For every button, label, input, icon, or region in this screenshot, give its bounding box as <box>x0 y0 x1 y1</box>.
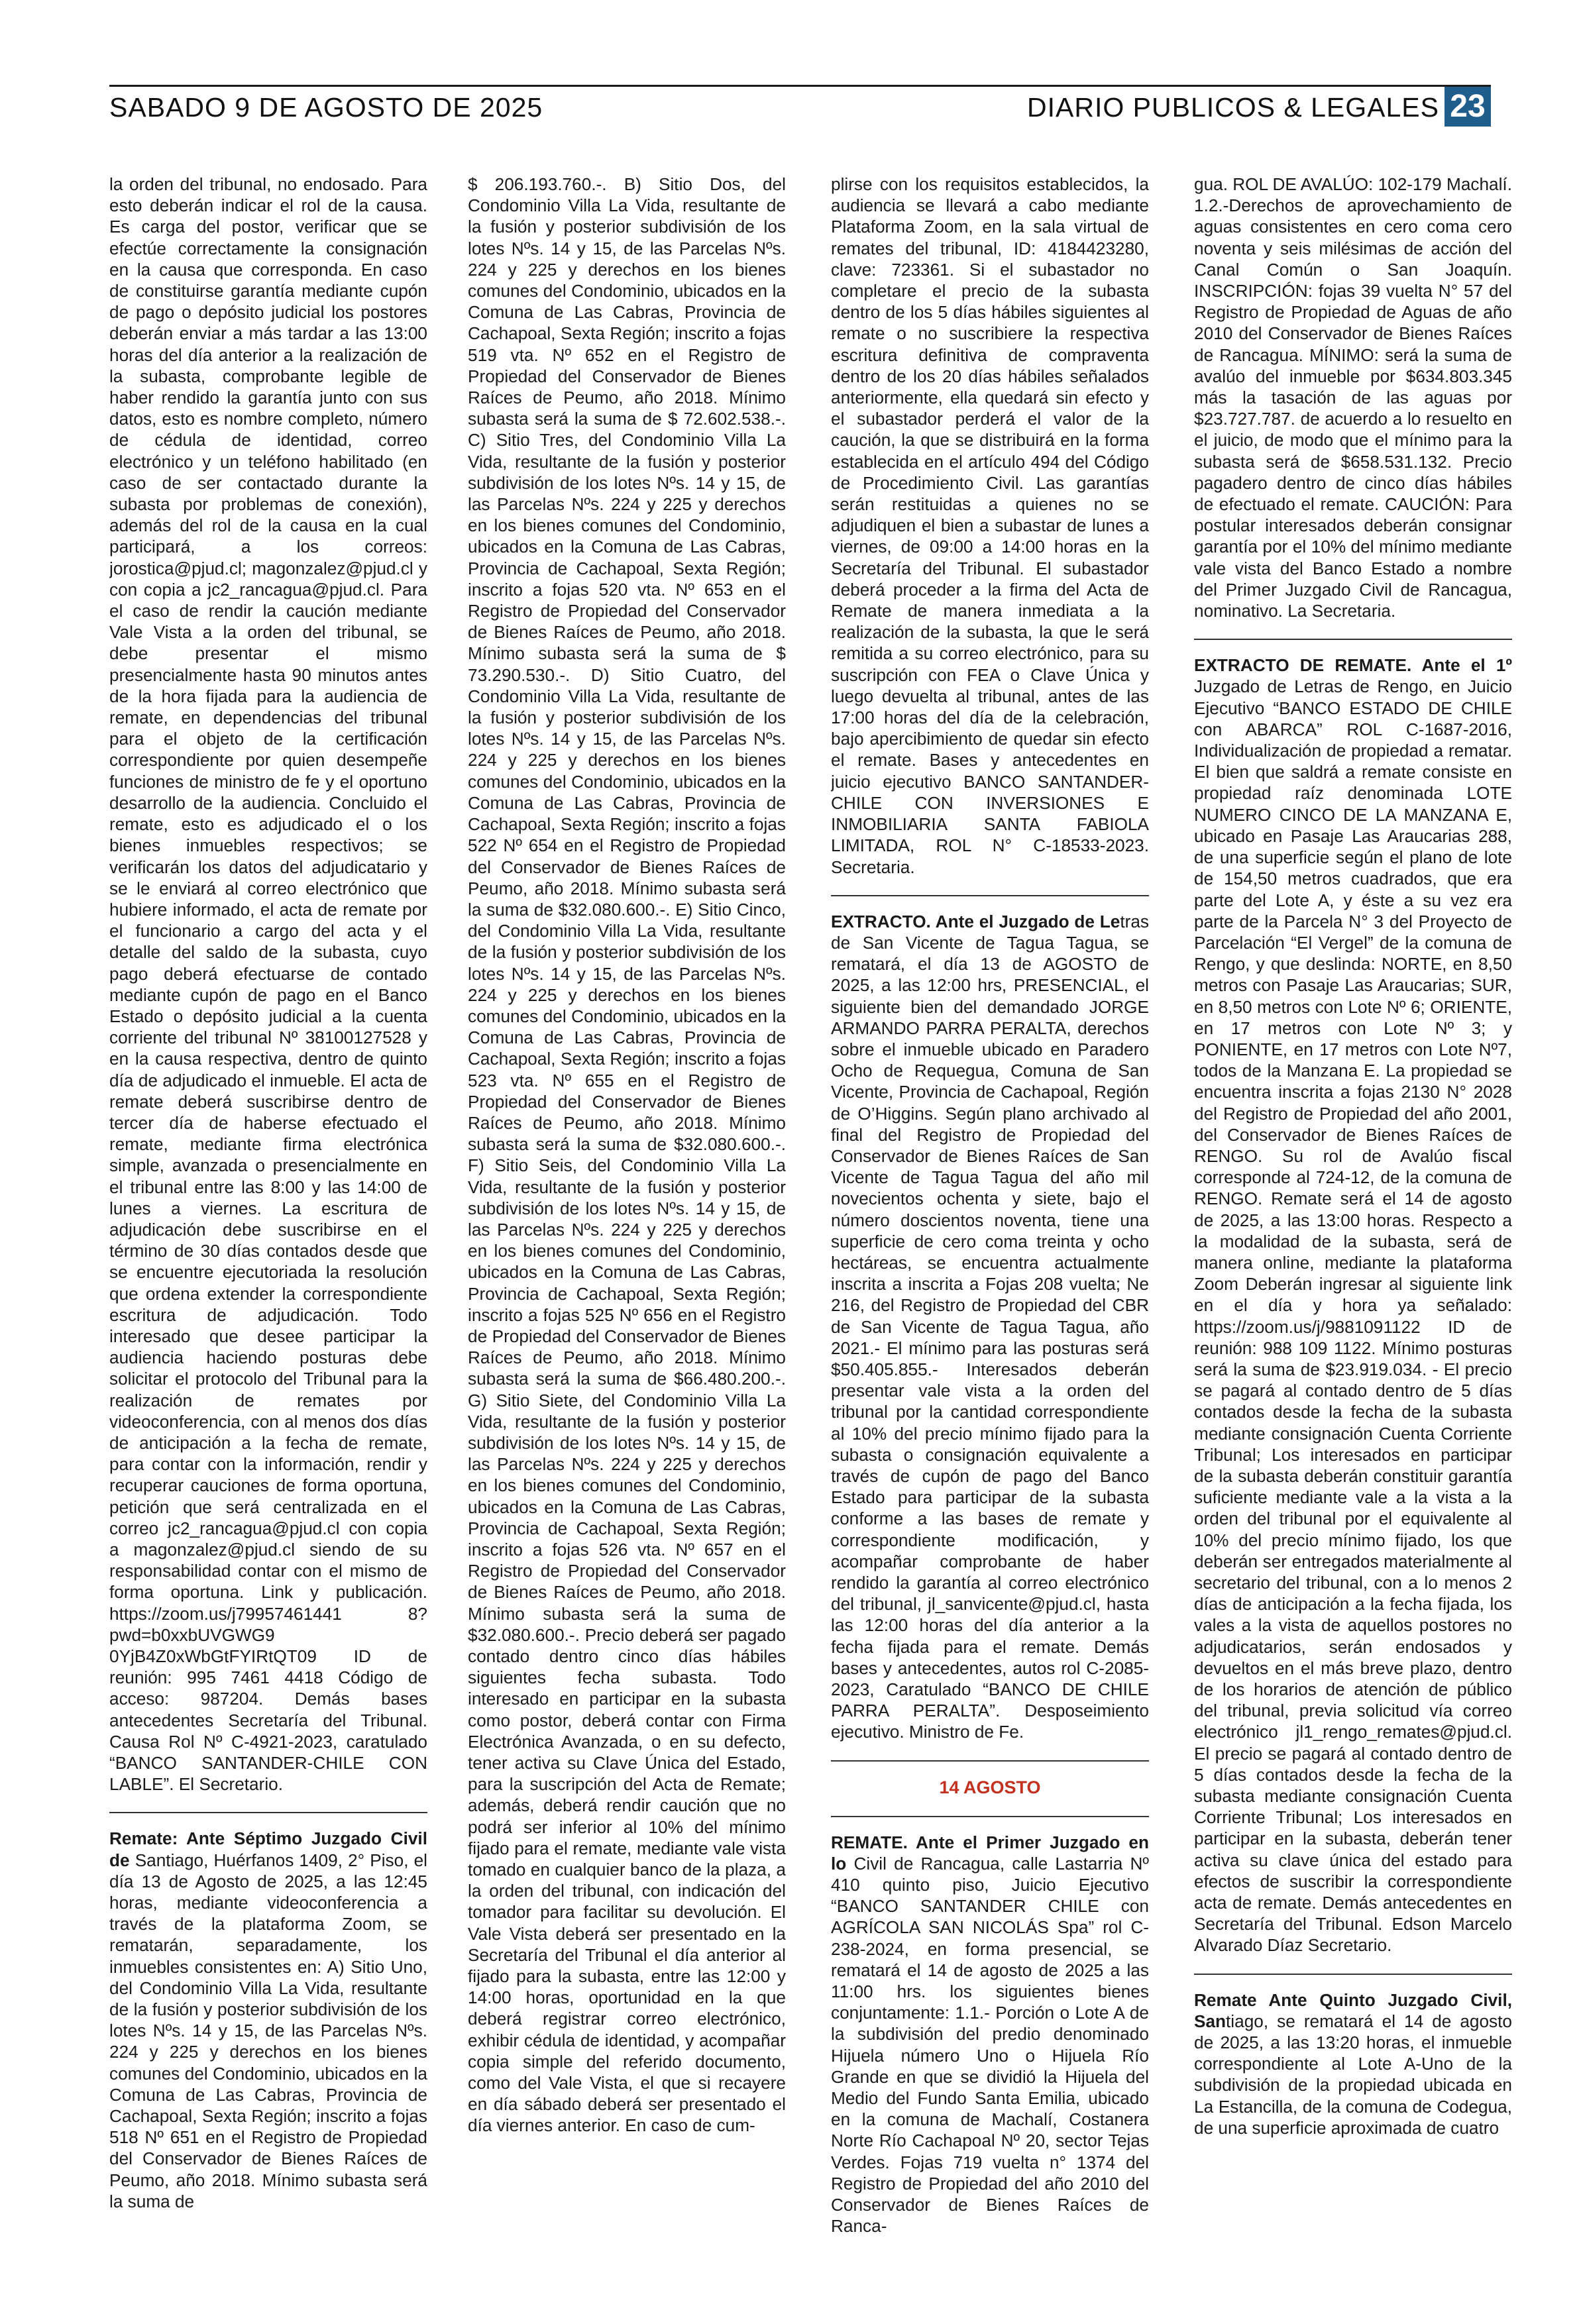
notice-text: tiago, se rematará el 14 de agosto de 2025, a las 13:20 horas, el inmueble correspondiente al Lote A-Uno de la subdivisión de la propiedad ubicada en La Estancilla, de la comuna de Codegua, de una superficie aproximada de cuatro <box>1194 2011 1512 2138</box>
notice-text: gua. ROL DE AVALÚO: 102-179 Machalí. 1.2.-Derechos de aprovechamiento de aguas consistentes en cero coma cero noventa y seis milésimas de acción del Canal Común o San Joaquín. INSCRIPCIÓN: fojas 39 vuelta N° 57 del Registro de Propiedad de Aguas de año 2010 del Conservador de Bienes Raíces de Rancagua. MÍNIMO: será la suma de avalúo del inmueble por $634.803.345 más la tasación de las aguas por $23.727.787. de acuerdo a lo resuelto en el juicio, de modo que el mínimo para la subasta será de $658.531.132. Precio pagadero dentro de cinco días hábiles de efectuado el remate. CAUCIÓN: Para postular interesados deberán consignar garantía por el 10% del mínimo mediante vale vista del Banco Estado a nombre del Primer Juzgado Civil de Rancagua, nominativo. La Secretaria. <box>1194 174 1512 621</box>
notice-lead: Remate: Ante Séptimo Juzgado Civil de <box>109 1828 427 1870</box>
notice-divider <box>831 1760 1149 1762</box>
notice <box>831 911 1149 1743</box>
notice-text: la orden del tribunal, no endosado. Para esto deberán indicar el rol de la causa. Es carga del postor, verificar que se efectúe correctamente la consignación en la causa que corresponda. En caso de constituirse garantía mediante cupón de pago o depósito judicial los postores deberán enviar a más tardar a las 13:00 horas del día anterior a la realización de la subasta, comprobante legible de haber rendido la garantía junto con sus datos, esto es nombre completo, número de cédula de identidad, correo electrónico y un teléfono habilitado (en caso de ser contactado durante la subasta por problemas de conexión), además del rol de la causa en la cual participará, a los correos: jorostica@pjud.cl; magonzalez@pjud.cl y con copia a jc2_rancagua@pjud.cl. Para el caso de rendir la caución mediante Vale Vista a la orden del tribunal, se debe presentar el mismo presencialmente hasta 90 minutos antes de la hora fijada para la audiencia de remate, en dependencias del tribunal para el objeto de la certificación correspondiente por quien desempeñe funciones de ministro de fe y el oportuno desarrollo de la audiencia. Concluido el remate, esto es adjudicado el o los bienes inmuebles respectivos; se verificarán los datos del adjudicatario y se le enviará al correo electrónico que hubiere informado, el acta de remate por el funcionario a cargo del acta y el detalle del saldo de la subasta, cuyo pago deberá efectuarse de contado mediante cupón de pago en el Banco Estado o depósito judicial a la cuenta corriente del tribunal Nº 38100127528 y en la causa respectiva, dentro de quinto día de adjudicado el inmueble. El acta de remate deberá suscribirse dentro de tercer día de haberse efectuado el remate, mediante firma electrónica simple, avanzada o presencialmente en el tribunal entre las 8:00 y las 14:00 de lunes a viernes. La escritura de adjudicación debe suscribirse en el término de 30 días contados desde que se encuentre ejecutoriada la resolución que ordena extender la correspondiente escritura de adjudicación. Todo interesado que desee participar la audiencia haciendo posturas debe solicitar el protocolo del Tribunal para la realización de remates por videoconferencia, con al menos dos días de anticipación a la fecha de remate, para contar con la información, rendir y recuperar cauciones de forma oportuna, petición que será centralizada en el correo jc2_rancagua@pjud.cl con copia a magonzalez@pjud.cl siendo de su responsabilidad contar con el mismo de forma oportuna. Link y publicación. https://zoom.us/j79957461441 8?pwd=b0xxbUVGWG9 0YjB4Z0xWbGtFYIRtQT09 ID de reunión: 995 7461 4418 Código de acceso: 987204. Demás bases antecedentes Secretaría del Tribunal. Causa Rol Nº C-4921-2023, caratulado “BANCO SANTANDER-CHILE CON LABLE”. El Secretario. <box>109 174 427 1795</box>
notice-divider <box>1194 1974 1512 1975</box>
notice-text: $ 206.193.760.-. B) Sitio Dos, del Condominio Villa La Vida, resultante de la fusión y posterior subdivisión de los lotes Nºs. 14 y 15, de las Parcelas Nºs. 224 y 225 y derechos en los bienes comunes del Condominio, ubicados en la Comuna de Las Cabras, Provincia de Cachapoal, Sexta Región; inscrito a fojas 519 vta. Nº 652 en el Registro de Propiedad del Conservador de Bienes Raíces de Peumo, año 2018. Mínimo subasta será la suma de $ 72.602.538.-. C) Sitio Tres, del Condominio Villa La Vida, resultante de la fusión y posterior subdivisión de los lotes Nºs. 14 y 15, de las Parcelas Nºs. 224 y 225 y derechos en los bienes comunes del Condominio, ubicados en la Comuna de Las Cabras, Provincia de Cachapoal, Sexta Región; inscrito a fojas 520 vta. Nº 653 en el Registro de Propiedad del Conservador de Bienes Raíces de Peumo, año 2018. Mínimo subasta será la suma de $ 73.290.530.-. D) Sitio Cuatro, del Condominio Villa La Vida, resultante de la fusión y posterior subdivisión de los lotes Nºs. 14 y 15, de las Parcelas Nºs. 224 y 225 y derechos en los bienes comunes del Condominio, ubicados en la Comuna de Las Cabras, Provincia de Cachapoal, Sexta Región; inscrito a fojas 522 Nº 654 en el Registro de Propiedad del Conservador de Bienes Raíces de Peumo, año 2018. Mínimo subasta será la suma de $32.080.600.-. E) Sitio Cinco, del Condominio Villa La Vida, resultante de la fusión y posterior subdivisión de los lotes Nºs. 14 y 15, de las Parcelas Nºs. 224 y 225 y derechos en los bienes comunes del Condominio, ubicados en la Comuna de Las Cabras, Provincia de Cachapoal, Sexta Región; inscrito a fojas 523 vta. Nº 655 en el Registro de Propiedad del Conservador de Bienes Raíces de Peumo, año 2018. Mínimo subasta será la suma de $32.080.600.-. F) Sitio Seis, del Condominio Villa La Vida, resultante de la fusión y posterior subdivisión de los lotes Nºs. 14 y 15, de las Parcelas Nºs. 224 y 225 y derechos en los bienes comunes del Condominio, ubicados en la Comuna de Las Cabras, Provincia de Cachapoal, Sexta Región; inscrito a fojas 525 Nº 656 en el Registro de Propiedad del Conservador de Bienes Raíces de Peumo, año 2018. Mínimo subasta será la suma de $66.480.200.-. G) Sitio Siete, del Condominio Villa La Vida, resultante de la fusión y posterior subdivisión de los lotes Nºs. 14 y 15, de las Parcelas Nºs. 224 y 225 y derechos en los bienes comunes del Condominio, ubicados en la Comuna de Las Cabras, Provincia de Cachapoal, Sexta Región; inscrito a fojas 526 vta. Nº 657 en el Registro de Propiedad del Conservador de Bienes Raíces de Peumo, año 2018. Mínimo subasta será la suma de $32.080.600.-. Precio deberá ser pagado contado dentro cinco días hábiles siguientes fecha subasta. Todo interesado en participar en la subasta como postor, deberá contar con Firma Electrónica Avanzada, o en su defecto, tener activa su Clave Única del Estado, para la suscripción del Acta de Remate; además, deberá rendir caución que no podrá ser inferior al 10% del mínimo fijado para el remate, mediante vale vista tomado en cualquier banco de la plaza, a la orden del tribunal, con indicación del tomador para facilitar su devolución. El Vale Vista deberá ser presentado en la Secretaría del Tribunal el día anterior al fijado para la subasta, entre las 12:00 y 14:00 horas, oportunidad en la que deberá registrar correo electrónico, exhibir cédula de identidad, y acompañar copia simple del referido documento, como del Vale Vista, el que si recayere en día sábado deberá ser presentado el día viernes anterior. En caso de cum- <box>468 174 786 2136</box>
section-date-heading: 14 AGOSTO <box>939 1777 1041 1797</box>
notice <box>1194 1989 1512 2139</box>
notice-divider <box>831 895 1149 896</box>
column-3 <box>831 174 1149 2294</box>
notice-lead: EXTRACTO. Ante el Juzgado de Le <box>831 911 1120 931</box>
page-header <box>109 85 1491 127</box>
notice <box>109 1828 427 2212</box>
notice-lead: Remate Ante Quinto Juzgado Civil, San <box>1194 1989 1512 2031</box>
notice-divider <box>831 1816 1149 1817</box>
notice-lead: REMATE. Ante el Primer Juzgado en lo <box>831 1832 1149 1874</box>
notice-text: Santiago, Huérfanos 1409, 2° Piso, el día 13 de Agosto de 2025, a las 12:45 horas, mediante videoconferencia a través de la plataforma Zoom, se rematarán, separadamente, los inmuebles consistentes en: A) Sitio Uno, del Condominio Villa La Vida, resultante de la fusión y posterior subdivisión de los lotes Nºs. 14 y 15, de las Parcelas Nºs. 224 y 225 y derechos en los bienes comunes del Condominio, ubicados en la Comuna de Las Cabras, Provincia de Cachapoal, Sexta Región; inscrito a fojas 518 Nº 651 en el Registro de Propiedad del Conservador de Bienes Raíces de Peumo, año 2018. Mínimo subasta será la suma de <box>109 1850 427 2211</box>
column-1 <box>109 174 427 2294</box>
notice-lead: EXTRACTO DE REMATE. Ante el 1º <box>1194 655 1512 676</box>
page-number-badge: 23 <box>1445 87 1491 127</box>
notice-text: Juzgado de Letras de Rengo, en Juicio Ejecutivo “BANCO ESTADO DE CHILE con ABARCA” ROL C-1687-2016, Individualización de propiedad a rematar. El bien que saldrá a remate consiste en propiedad raíz denominada LOTE NUMERO CINCO DE LA MANZANA E, ubicado en Pasaje Las Araucarias 288, de una superficie según el plano de lote de 154,50 metros cuadrados, que era parte del Lote A, y éste a su vez era parte de la Parcela N° 3 del Proyecto de Parcelación “El Vergel” de la comuna de Rengo, y que deslinda: NORTE, en 8,50 metros con Pasaje Las Araucarias; SUR, en 8,50 metros con Lote Nº 6; ORIENTE, en 17 metros con Lote Nº 3; y PONIENTE, en 17 metros con Lote Nº7, todos de la Manzana E. La propiedad se encuentra inscrita a fojas 2130 N° 2028 del Registro de Propiedad del año 2001, del Conservador de Bienes Raíces de RENGO. Su rol de Avalúo fiscal corresponde al 724-12, de la comuna de RENGO. Remate será el 14 de agosto de 2025, a las 13:00 horas. Respecto a la modalidad de la subasta, será de manera online, mediante la plataforma Zoom Deberán ingresar al siguiente link en el día y hora ya señalado: https://zoom.us/j/9881091122 ID de reunión: 988 109 1122. Mínimo posturas será la suma de $23.919.034. - El precio se pagará al contado dentro de 5 días contados desde la fecha de la subasta mediante consignación Cuenta Corriente Tribunal; Los interesados en participar de la subasta deberán constituir garantía suficiente mediante vale a la vista a la orden del tribunal por el equivalente al 10% del precio mínimo fijado, los que deberán ser entregados materialmente al secretario del tribunal, con a lo menos 2 días de anticipación a la fecha fijada, los vales a la vista de aquellos postores no adjudicatarios, serán endosados y devueltos en el más breve plazo, dentro de los horarios de atención de público del tribunal, previa solicitud vía correo electrónico jl1_rengo_remates@pjud.cl. El precio se pagará al contado dentro de 5 días contados desde la fecha de la subasta mediante consignación Cuenta Corriente Tribunal; Los interesados en participar en la subasta, deberán tener activa su clave única del estado para efectos de suscribir la correspondiente acta de remate. Demás antecedentes en Secretaría del Tribunal. Edson Marcelo Alvarado Díaz Secretario. <box>1194 676 1512 1956</box>
notice <box>1194 655 1512 1956</box>
column-2 <box>468 174 786 2294</box>
notice <box>831 1832 1149 2237</box>
publication-title: DIARIO PUBLICOS & LEGALES <box>1027 92 1439 123</box>
header-date: SABADO 9 DE AGOSTO DE 2025 <box>109 92 543 123</box>
column-4 <box>1194 174 1512 2294</box>
notice-text: Civil de Rancagua, calle Lastarria Nº 410 quinto piso, Juicio Ejecutivo “BANCO SANTANDER CHILE con AGRÍCOLA SAN NICOLÁS Spa” rol C-238-2024, en forma presencial, se rematará el 14 de agosto de 2025 a las 11:00 hrs. los siguientes bienes conjuntamente: 1.1.- Porción o Lote A de la subdivisión del predio denominado Hijuela número Uno o Hijuela Río Grande en que se dividió la Hijuela del Medio del Fundo Santa Emilia, ubicado en la comuna de Machalí, Costanera Norte Río Cachapoal Nº 20, sector Tejas Verdes. Fojas 719 vuelta n° 1374 del Registro de Propiedad del año 2010 del Conservador de Bienes Raíces de Ranca- <box>831 1853 1149 2237</box>
notice-divider <box>109 1812 427 1813</box>
notice-text: plirse con los requisitos establecidos, la audiencia se llevará a cabo mediante Plataforma Zoom, en la sala virtual de remates del tribunal, ID: 4184423280, clave: 723361. Si el subastador no completare el precio de la subasta dentro de los 5 días hábiles siguientes al remate o no suscribiere la respectiva escritura definitiva de compraventa dentro de los 20 días hábiles señalados anteriormente, ella quedará sin efecto y el subastador perderá el valor de la caución, la que se distribuirá en la forma establecida en el artículo 494 del Código de Procedimiento Civil. Las garantías serán restituidas a quienes no se adjudiquen el bien a subastar de lunes a viernes, de 09:00 a 14:00 horas en la Secretaría del Tribunal. El subastador deberá proceder a la firma del Acta de Remate de manera inmediata a la realización de la subasta, la que le será remitida a su correo electrónico, para su suscripción con FEA o Clave Única y luego devuelta al tribunal, antes de las 17:00 horas del día de la celebración, bajo apercibimiento de quedar sin efecto el remate. Bases y antecedentes en juicio ejecutivo BANCO SANTANDER-CHILE CON INVERSIONES E INMOBILIARIA SANTA FABIOLA LIMITADA, ROL N° C-18533-2023. Secretaria. <box>831 174 1149 877</box>
notice-divider <box>1194 639 1512 640</box>
notice-text: tras de San Vicente de Tagua Tagua, se rematará, el día 13 de AGOSTO de 2025, a las 12:00 hrs, PRESENCIAL, el siguiente bien del demandado JORGE ARMANDO PARRA PERALTA, derechos sobre el inmueble ubicado en Paradero Ocho de Requegua, Comuna de San Vicente, Provincia de Cachapoal, Región de O’Higgins. Según plano archivado al final del Registro de Propiedad del Conservador de Bienes Raíces de San Vicente de Tagua Tagua del año mil novecientos ochenta y siete, bajo el número doscientos noventa, tiene una superficie de cero coma treinta y ocho hectáreas, se encuentra actualmente inscrita a inscrita a Fojas 208 vuelta; Ne 216, del Registro de Propiedad del CBR de San Vicente de Tagua Tagua, año 2021.- El mínimo para las posturas será $50.405.855.- Interesados deberán presentar vale vista a la orden del tribunal por la cantidad correspondiente al 10% del precio mínimo fijado para la subasta o consignación equivalente a través de cupón de pago del Banco Estado para participar de la subasta conforme a las bases de remate y correspondiente modificación, y acompañar comprobante de haber rendido la garantía al correo electrónico del tribunal, jl_sanvicente@pjud.cl, hasta las 12:00 horas del día anterior a la fecha fijada para el remate. Demás bases y antecedentes, autos rol C-2085-2023, Caratulado “BANCO DE CHILE PARRA PERALTA”. Desposeimiento ejecutivo. Ministro de Fe. <box>831 911 1149 1742</box>
